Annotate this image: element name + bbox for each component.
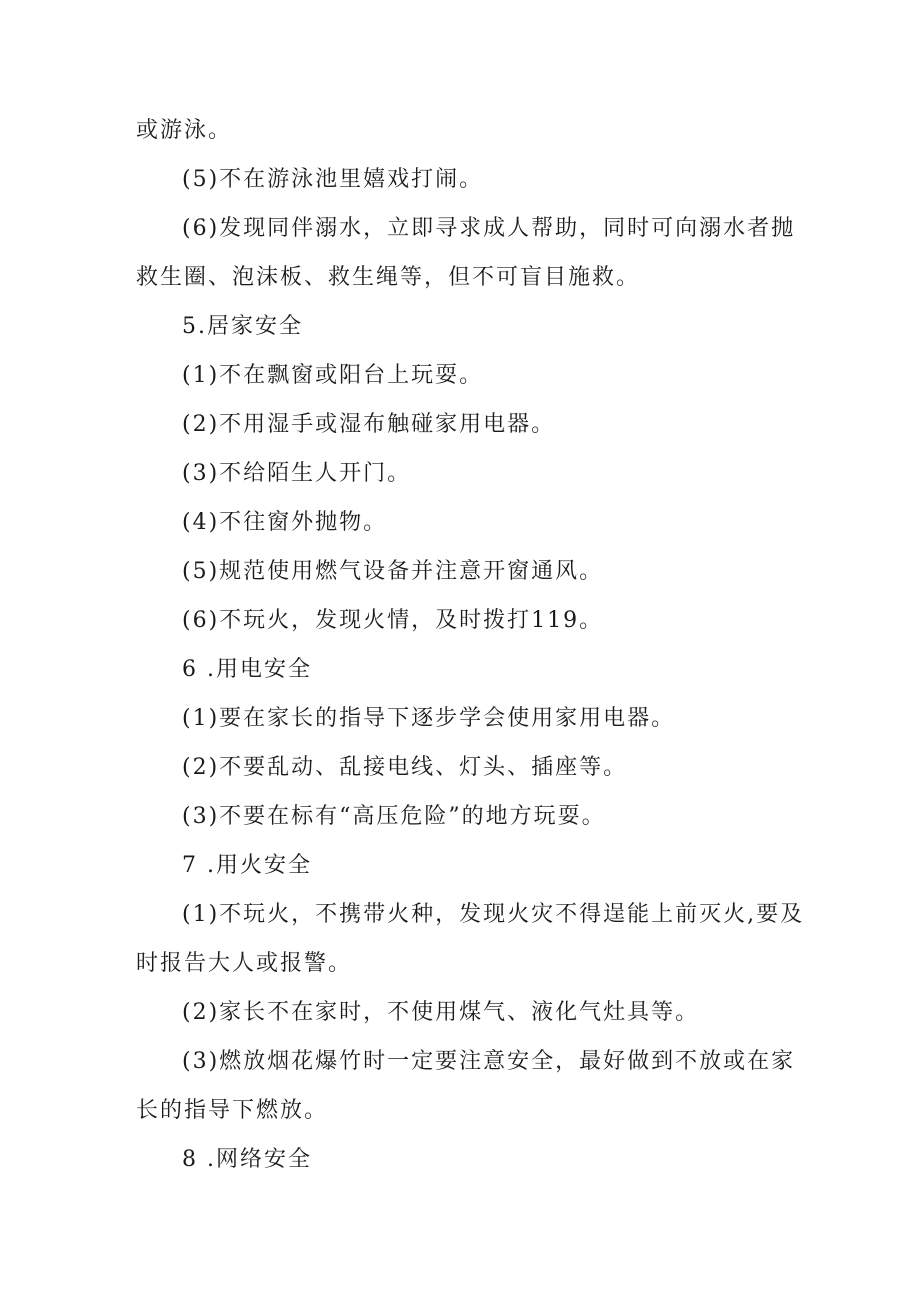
section-heading: 8 .网络安全 — [182, 1147, 312, 1172]
section-heading: 7 .用火安全 — [182, 853, 312, 878]
list-item: (6)不玩火，发现火情，及时拨打119。 — [182, 608, 604, 633]
section-heading: 6 .用电安全 — [182, 657, 312, 682]
list-item: (1)要在家长的指导下逐步学会使用家用电器。 — [182, 706, 676, 731]
list-item: (1)不在飘窗或阳台上玩耍。 — [182, 363, 484, 388]
list-item: (2)不要乱动、乱接电线、灯头、插座等。 — [182, 755, 628, 780]
section-heading: 5.居家安全 — [182, 314, 303, 339]
list-item: (4)不往窗外抛物。 — [182, 510, 388, 535]
list-item: (3)不要在标有“高压危险”的地方玩耍。 — [182, 804, 606, 829]
list-item: (5)不在游泳池里嬉戏打闹。 — [182, 167, 484, 192]
list-item: (2)不用湿手或湿布触碰家用电器。 — [182, 412, 556, 437]
text-line: 长的指导下燃放。 — [136, 1098, 329, 1123]
list-item: (3)不给陌生人开门。 — [182, 461, 412, 486]
list-item: (3)燃放烟花爆竹时一定要注意安全，最好做到不放或在家 — [182, 1049, 796, 1074]
text-line: 或游泳。 — [136, 118, 233, 143]
list-item: (5)规范使用燃气设备并注意开窗通风。 — [182, 559, 604, 584]
list-item: (1)不玩火，不携带火种，发现火灾不得逞能上前灭火,要及 — [182, 902, 805, 927]
text-line: 救生圈、泡沫板、救生绳等，但不可盲目施救。 — [136, 265, 641, 290]
list-item: (2)家长不在家时，不使用煤气、液化气灶具等。 — [182, 1000, 700, 1025]
list-item: (6)发现同伴溺水，立即寻求成人帮助，同时可向溺水者抛 — [182, 216, 796, 241]
text-line: 时报告大人或报警。 — [136, 951, 353, 976]
